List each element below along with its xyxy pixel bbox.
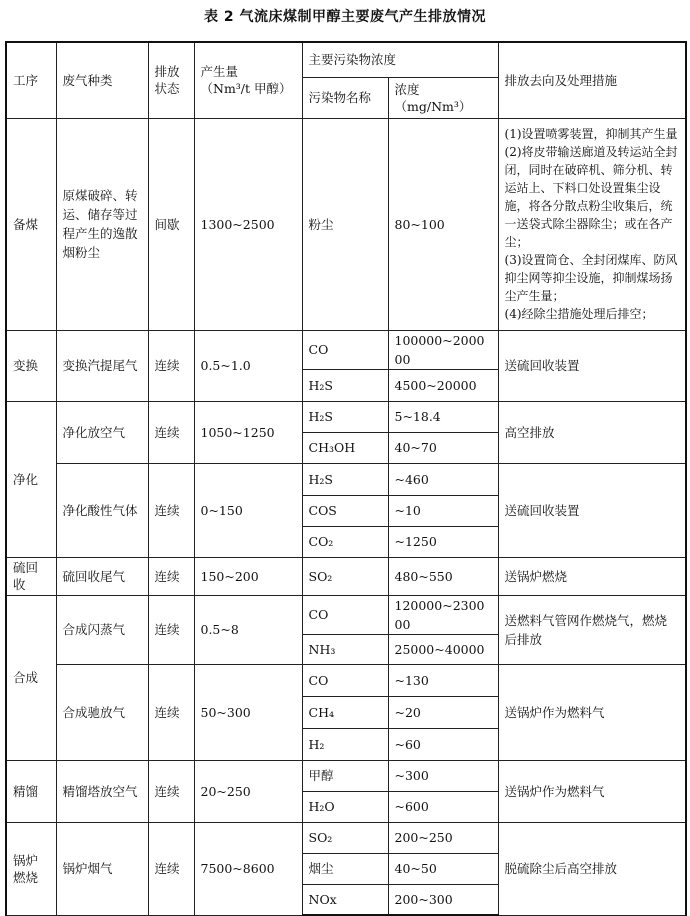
cell-destination: 送锅炉作为燃料气	[498, 760, 686, 822]
cell-destination: 送硫回收装置	[498, 330, 686, 401]
cell-concentration: 200~300	[388, 884, 498, 915]
table-row	[6, 595, 686, 634]
header-destination: 排放去向及处理措施	[498, 42, 686, 118]
cell-gas-type: 合成驰放气	[56, 664, 148, 760]
cell-measures	[498, 118, 686, 330]
measure-item: (1)设置喷雾装置，抑制其产生量	[504, 127, 678, 141]
header-gas-type: 废气种类	[56, 42, 148, 118]
cell-concentration: 120000~230000	[388, 595, 498, 634]
table-row	[6, 330, 686, 369]
cell-concentration: ~20	[388, 696, 498, 728]
cell-output: 1050~1250	[194, 401, 302, 463]
cell-output: 20~250	[194, 760, 302, 822]
cell-pollutant-name: NOx	[302, 884, 388, 915]
cell-pollutant-name: SO₂	[302, 822, 388, 853]
header-concentration	[388, 77, 498, 118]
cell-concentration: ~1250	[388, 526, 498, 557]
emissions-table	[5, 41, 687, 916]
cell-pollutant-name: CH₄	[302, 696, 388, 728]
cell-concentration: 480~550	[388, 557, 498, 595]
cell-concentration: ~460	[388, 463, 498, 495]
cell-output: 0~150	[194, 463, 302, 557]
cell-pollutant-name: 甲醇	[302, 760, 388, 791]
cell-destination: 高空排放	[498, 401, 686, 463]
cell-gas-type: 原煤破碎、转运、储存等过程产生的逸散烟粉尘	[56, 118, 148, 330]
measure-item: (3)设置筒仓、全封闭煤库、防风抑尘网等抑尘设施，抑制煤场扬尘产生量；	[504, 253, 678, 303]
cell-process: 合成	[6, 595, 56, 760]
cell-output: 150~200	[194, 557, 302, 595]
cell-gas-type: 硫回收尾气	[56, 557, 148, 595]
cell-process: 备煤	[6, 118, 56, 330]
cell-output: 1300~2500	[194, 118, 302, 330]
cell-pollutant-name: CO	[302, 330, 388, 369]
cell-concentration: 80~100	[388, 118, 498, 330]
cell-state: 连续	[148, 595, 194, 664]
cell-concentration: 100000~200000	[388, 330, 498, 369]
header-row-1	[6, 42, 686, 77]
cell-concentration: ~300	[388, 760, 498, 791]
cell-state: 间歇	[148, 118, 194, 330]
header-output-unit: （Nm³/t 甲醇）	[200, 81, 292, 97]
cell-destination: 送燃料气管网作燃烧气，燃烧后排放	[498, 595, 686, 664]
table-row	[6, 118, 686, 330]
cell-concentration: ~600	[388, 791, 498, 822]
cell-concentration: 40~70	[388, 432, 498, 463]
cell-state: 连续	[148, 822, 194, 915]
cell-output: 0.5~8	[194, 595, 302, 664]
cell-pollutant-name: CO	[302, 595, 388, 634]
cell-pollutant-name: H₂	[302, 728, 388, 760]
cell-output: 0.5~1.0	[194, 330, 302, 401]
table-row	[6, 822, 686, 853]
cell-process: 净化	[6, 401, 56, 557]
cell-gas-type: 合成闪蒸气	[56, 595, 148, 664]
table-row	[6, 664, 686, 696]
table-row	[6, 760, 686, 791]
cell-destination: 送锅炉燃烧	[498, 557, 686, 595]
table-row	[6, 463, 686, 495]
cell-output: 50~300	[194, 664, 302, 760]
header-pollutant-group: 主要污染物浓度	[302, 42, 498, 77]
cell-process: 精馏	[6, 760, 56, 822]
cell-pollutant-name: SO₂	[302, 557, 388, 595]
header-output-label: 产生量	[200, 64, 239, 80]
cell-state: 连续	[148, 760, 194, 822]
cell-output: 7500~8600	[194, 822, 302, 915]
cell-state: 连续	[148, 557, 194, 595]
table-row	[6, 401, 686, 432]
cell-process: 锅炉燃烧	[6, 822, 56, 915]
cell-destination: 送锅炉作为燃料气	[498, 664, 686, 760]
cell-state: 连续	[148, 664, 194, 760]
cell-gas-type: 变换汽提尾气	[56, 330, 148, 401]
cell-state: 连续	[148, 330, 194, 401]
cell-concentration: 200~250	[388, 822, 498, 853]
cell-pollutant-name: CO₂	[302, 526, 388, 557]
cell-gas-type: 精馏塔放空气	[56, 760, 148, 822]
table-row	[6, 557, 686, 595]
measure-item: (4)经除尘措施处理后排空；	[504, 307, 654, 321]
cell-concentration: ~130	[388, 664, 498, 696]
cell-pollutant-name: 烟尘	[302, 853, 388, 884]
cell-pollutant-name: NH₃	[302, 634, 388, 664]
header-concentration-unit: （mg/Nm³）	[394, 98, 472, 114]
cell-pollutant-name: CH₃OH	[302, 432, 388, 463]
cell-process: 变换	[6, 330, 56, 401]
header-concentration-label: 浓度	[394, 81, 420, 97]
header-pollutant-name: 污染物名称	[302, 77, 388, 118]
header-discharge-state: 排放状态	[148, 42, 194, 118]
cell-concentration: ~10	[388, 495, 498, 526]
cell-pollutant-name: H₂S	[302, 369, 388, 401]
cell-gas-type: 净化酸性气体	[56, 463, 148, 557]
cell-destination: 脱硫除尘后高空排放	[498, 822, 686, 915]
cell-destination: 送硫回收装置	[498, 463, 686, 557]
cell-pollutant-name: H₂O	[302, 791, 388, 822]
cell-pollutant-name: CO	[302, 664, 388, 696]
header-process: 工序	[6, 42, 56, 118]
cell-concentration: ~60	[388, 728, 498, 760]
cell-concentration: 4500~20000	[388, 369, 498, 401]
table-caption: 表 2 气流床煤制甲醇主要废气产生排放情况	[204, 9, 486, 25]
cell-concentration: 40~50	[388, 853, 498, 884]
measure-item: (2)将皮带输送廊道及转运站全封闭，同时在破碎机、筛分机、转运站上、下料口处设置集尘设施，将各分散点粉尘收集后，统一送袋式除尘器除尘；或在各产尘；	[504, 145, 678, 249]
cell-concentration: 5~18.4	[388, 401, 498, 432]
cell-pollutant-name: 粉尘	[302, 118, 388, 330]
header-output	[194, 42, 302, 118]
cell-gas-type: 锅炉烟气	[56, 822, 148, 915]
cell-gas-type: 净化放空气	[56, 401, 148, 463]
cell-pollutant-name: H₂S	[302, 463, 388, 495]
cell-state: 连续	[148, 401, 194, 463]
cell-pollutant-name: H₂S	[302, 401, 388, 432]
cell-pollutant-name: COS	[302, 495, 388, 526]
cell-state: 连续	[148, 463, 194, 557]
cell-concentration: 25000~40000	[388, 634, 498, 664]
cell-process: 硫回收	[6, 557, 56, 595]
